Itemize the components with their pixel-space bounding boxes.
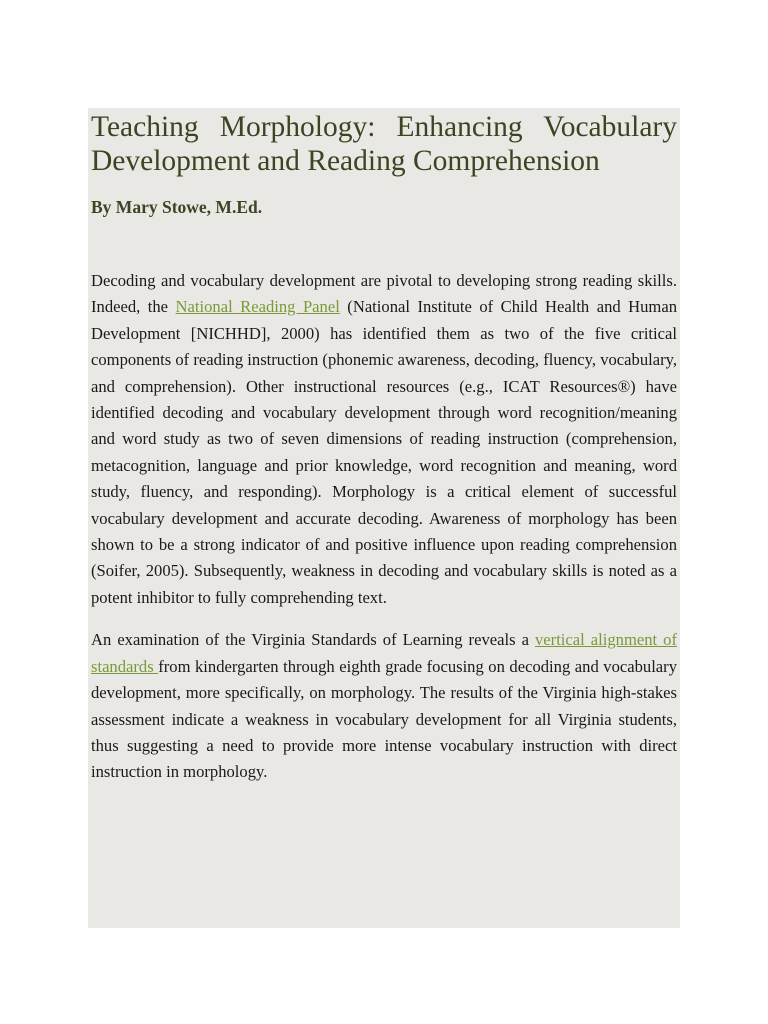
vertical-alignment-link[interactable]: vertical alignment of standards — [91, 630, 678, 676]
article-title: Teaching Morphology: Enhancing Vocabulary Development and Reading Comprehension — [91, 111, 677, 177]
article-content — [91, 110, 677, 786]
national-reading-panel-link[interactable]: National Reading Panel — [175, 297, 340, 317]
paragraph-intro — [91, 268, 677, 611]
paragraph-intro-text-start: Decoding and vocabulary development are pivotal to developing strong reading skills. Indeed, the — [91, 271, 677, 317]
article-byline: By Mary Stowe, M.Ed. — [91, 197, 263, 217]
paragraph-virginia — [91, 627, 677, 785]
paragraph-virginia-text-start: An examination of the Virginia Standards of Learning reveals a — [91, 630, 535, 650]
paragraph-virginia-text-end: from kindergarten through eighth grade focusing on decoding and vocabulary development, more specifically, on morphology. The results of the Virginia high-stakes assessment indicate a weakness in vocabulary development for all Virginia students, thus suggesting a need to provide more intense vocabulary instruction with direct instruction in morphology. — [91, 656, 677, 782]
paragraph-intro-text-end: (National Institute of Child Health and Human Development [NICHHD], 2000) has identified them as two of the five critical components of reading instruction (phonemic awareness, decoding, fluency, vocabulary, and comprehension). Other instructional resources (e.g., ICAT Resources®) have identified decoding and vocabulary development through word recognition/meaning and word study as two of seven dimensions of reading instruction (comprehension, metacognition, language and prior knowledge, word recognition and meaning, word study, fluency, and responding). Morphology is a critical element of successful vocabulary development and accurate decoding. Awareness of morphology has been shown to be a strong indicator of and positive influence upon reading comprehension (Soifer, 2005). Subsequently, weakness in decoding and vocabulary skills is noted as a potent inhibitor to fully comprehending text. — [91, 297, 677, 607]
